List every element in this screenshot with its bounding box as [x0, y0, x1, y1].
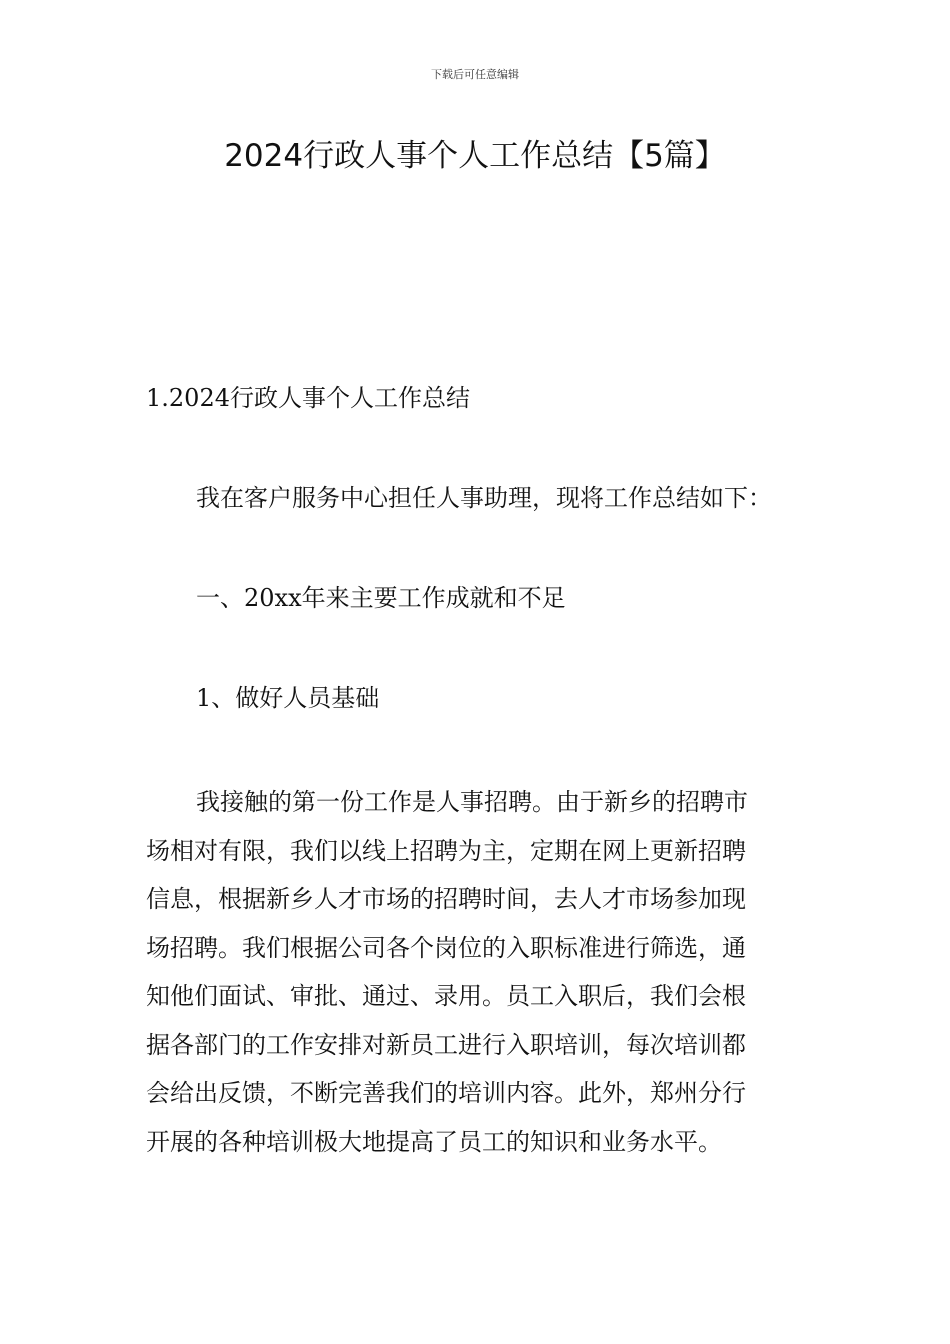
body-line: 我接触的第一份工作是人事招聘。由于新乡的招聘市	[196, 788, 748, 816]
section-heading: 1.2024行政人事个人工作总结	[146, 384, 470, 412]
body-line: 知他们面试、审批、通过、录用。员工入职后，我们会根	[146, 982, 746, 1010]
intro-paragraph: 我在客户服务中心担任人事助理，现将工作总结如下：	[196, 484, 772, 512]
body-line: 据各部门的工作安排对新员工进行入职培训，每次培训都	[146, 1030, 746, 1059]
body-line: 会给出反馈，不断完善我们的培训内容。此外，郑州分行	[146, 1079, 746, 1107]
body-line: 场相对有限，我们以线上招聘为主，定期在网上更新招聘	[146, 836, 746, 865]
body-line: 开展的各种培训极大地提高了员工的知识和业务水平。	[146, 1127, 722, 1156]
header-note: 下载后可任意编辑	[431, 68, 519, 81]
sub-heading: 1、做好人员基础	[196, 684, 380, 712]
body-paragraph	[146, 778, 806, 1166]
document-title: 2024行政人事个人工作总结【5篇】	[224, 138, 726, 174]
body-line: 信息，根据新乡人才市场的招聘时间，去人才市场参加现	[146, 885, 746, 913]
body-line: 场招聘。我们根据公司各个岗位的入职标准进行筛选，通	[146, 933, 746, 962]
part-heading: 一、20xx年来主要工作成就和不足	[196, 584, 566, 612]
